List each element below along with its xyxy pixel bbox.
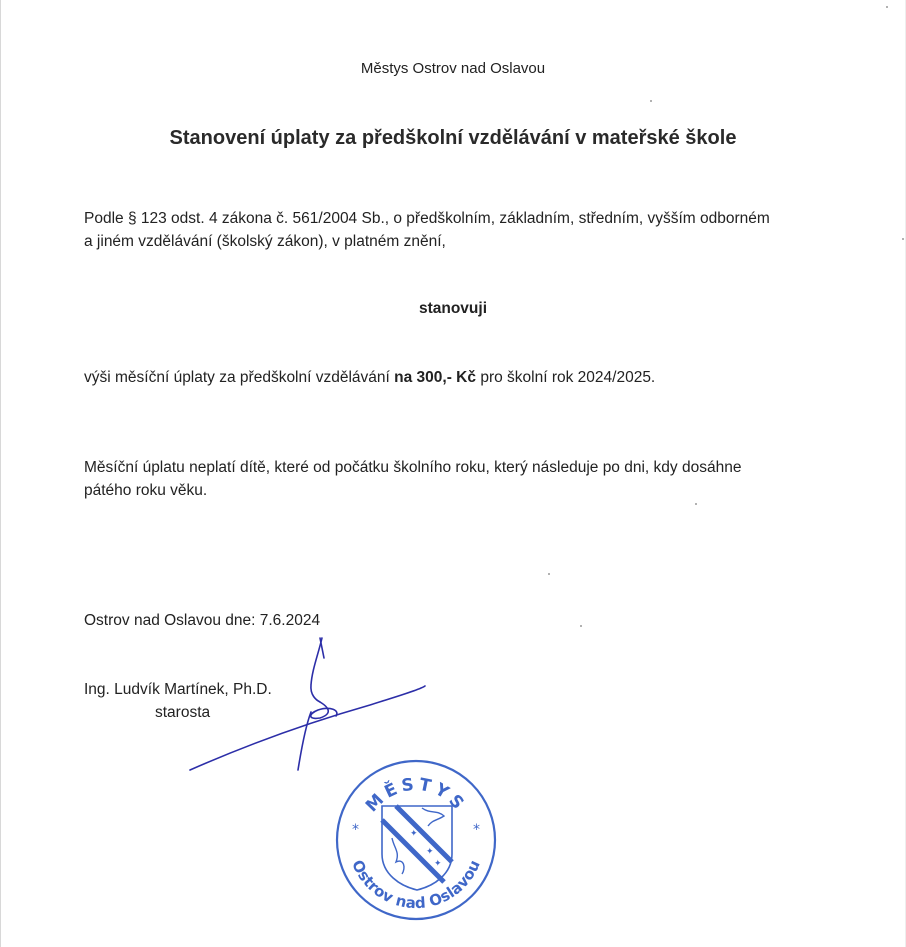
svg-text:✦: ✦ bbox=[426, 847, 434, 857]
coat-of-arms-icon bbox=[382, 806, 452, 890]
decision-word: stanovuji bbox=[418, 300, 488, 317]
date-line: Ostrov nad Oslavou dne: 7.6.2024 bbox=[84, 612, 321, 629]
stamp-right-star-icon: * bbox=[473, 822, 480, 838]
fee-paragraph bbox=[84, 366, 824, 389]
scan-speck bbox=[548, 573, 550, 575]
document-title: Stanovení úplaty za předškolní vzdělávání v mateřské škole bbox=[169, 127, 737, 149]
scan-speck bbox=[650, 100, 652, 102]
stamp-top-text bbox=[362, 775, 470, 817]
stamp-left-star-icon: * bbox=[352, 822, 359, 838]
fee-prefix: výši měsíční úplaty za předškolní vzdělávání bbox=[84, 369, 395, 386]
exemption-line-1: Měsíční úplatu neplatí dítě, které od počátku školního roku, který následuje po dni, kdy dosáhne bbox=[84, 459, 742, 476]
municipality-header: Městys Ostrov nad Oslavou bbox=[360, 60, 546, 77]
legal-basis-line-1: Podle § 123 odst. 4 zákona č. 561/2004 Sb., o předškolním, základním, středním, vyšším odborném bbox=[84, 210, 770, 227]
stamp-top-textpath: MĚSTYS bbox=[362, 774, 471, 817]
exemption-paragraph bbox=[84, 456, 844, 502]
svg-text:✦: ✦ bbox=[434, 859, 442, 869]
stamp-bottom-textpath: Ostrov nad Oslavou bbox=[348, 857, 484, 913]
fee-suffix: pro školní rok 2024/2025. bbox=[476, 369, 656, 386]
legal-basis-paragraph bbox=[84, 207, 824, 253]
svg-text:✦: ✦ bbox=[410, 829, 418, 839]
legal-basis-line-2: a jiném vzdělávání (školský zákon), v platném znění, bbox=[84, 233, 446, 250]
scan-speck bbox=[902, 238, 904, 240]
official-stamp bbox=[334, 758, 499, 923]
signer-role: starosta bbox=[155, 704, 211, 721]
scan-speck bbox=[580, 625, 582, 627]
signer-name: Ing. Ludvík Martínek, Ph.D. bbox=[84, 681, 272, 698]
fee-amount: na 300,- Kč bbox=[394, 369, 477, 386]
scan-speck bbox=[695, 503, 697, 505]
scan-speck bbox=[886, 6, 888, 8]
exemption-line-2: pátého roku věku. bbox=[84, 482, 208, 499]
